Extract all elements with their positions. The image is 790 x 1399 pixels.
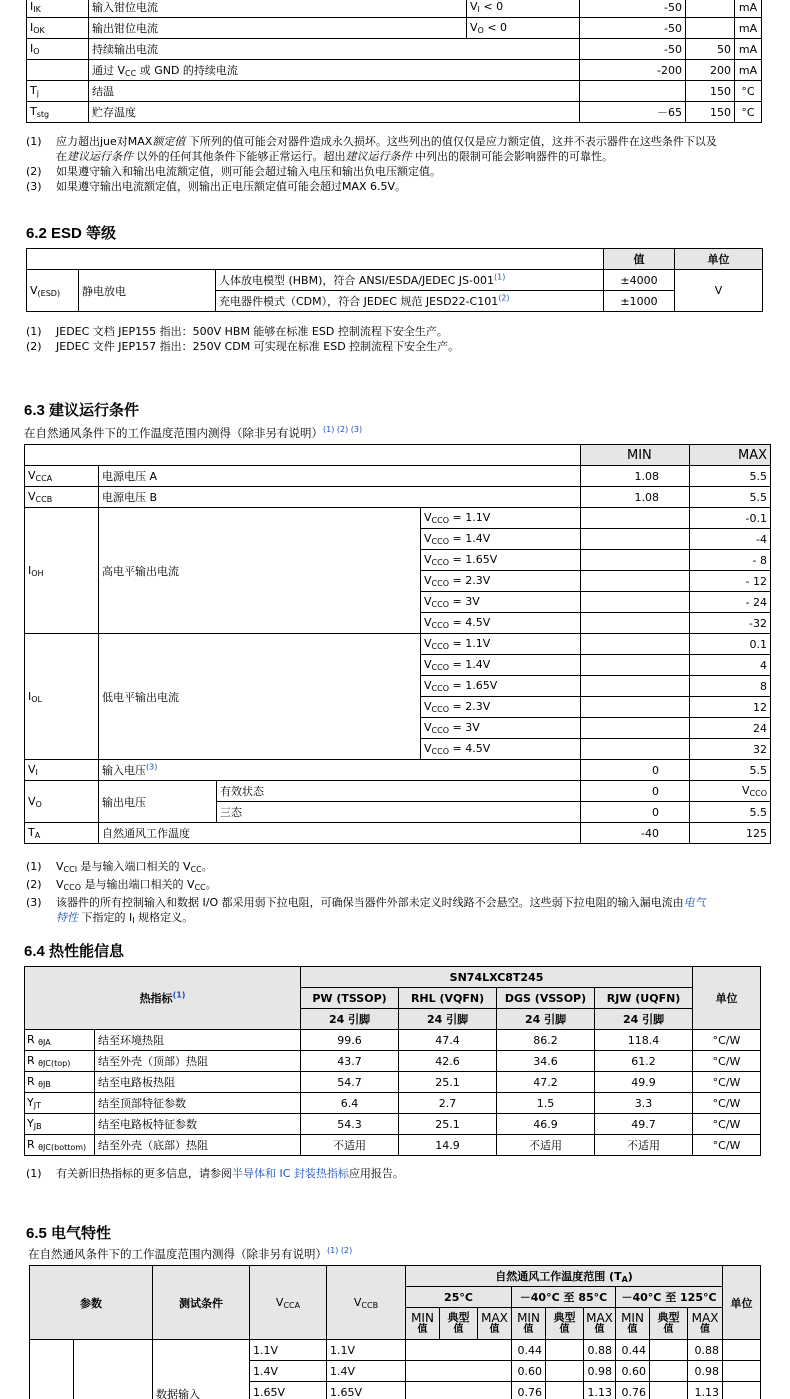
elec-table: 参数 测试条件 $V_{CCA}$ $V_{CCB}$ 自然通风工作温度范围 $(T_A)$ 单位 25°C －40°C 至 85°C －40°C 至 125°C MIN 值 典型 值 MAX 值 MIN 值 典型 值 MAX 值 MIN 值 典型 值 MAX 值 数据输入 1.1V 1.1V 0.44 0.88 0.44 0.88 1.4V 1.4V 0.60 0.98 0.60 0.98 1.65V 1.65V 0.76 1.13 0.76 1.13 — [29, 1265, 761, 1399]
thermal-notes: (1) 有关新旧热指标的更多信息，请参阅半导体和 IC 封装热指标应用报告。 — [26, 1167, 404, 1180]
thermal-row: R $_{\theta JC(top)}$ 结至外壳（顶部）热阻 43.7 42.6 34.6 61.2 °C/W — [25, 1051, 761, 1072]
thermal-table: 热指标$^{(1)}$ SN74LXC8T245 单位 PW (TSSOP) RHL (VQFN) DGS (VSSOP) RJW (UQFN) 24 引脚 24 引脚 24 引脚 24 引脚 R $_{\theta JA}$ 结至环境热阻 99.6 47.4 86.2 118.4 °C/W R $_{\theta JC(top)}$ 结至外壳（顶部）热阻 43.7 42.6 34.6 61.2 °C/W R $_{\theta JB}$ 结至电路板热阻 54.7 25.1 47.2 49.9 °C/W $Y_{JT}$ 结至顶部特征参数 6.4 2.7 1.5 3.3 °C/W $Y_{JB}$ 结至电路板特征参数 54.3 25.1 46.9 49.7 °C/W R $_{\theta JC(bottom)}$ 结至外壳（底部）热阻 不适用 14.9 不适用 不适用 °C/W — [24, 966, 761, 1156]
esd-title: 6.2 ESD 等级 — [26, 225, 117, 242]
esd-table: 值 单位 $V_{(ESD)}$ 静电放电 人体放电模型 (HBM)，符合 ANSI/ESDA/JEDEC JS-001$^{(1)}$ ±4000 V 充电器件模式（CDM），符合 JEDEC 规范 JESD22-C101$^{(2)}$ ±1000 — [26, 248, 763, 312]
abs-max-table — [26, 0, 762, 123]
abs-row: $T_{stg}$ 贮存温度 －65 150 °C — [27, 102, 762, 123]
thermal-row: $Y_{JB}$ 结至电路板特征参数 54.3 25.1 46.9 49.7 °C/W — [25, 1114, 761, 1135]
abs-row: $I_{OK}$ 输出钳位电流 $V_O < 0$ -50 mA — [27, 18, 762, 39]
roc-title: 6.3 建议运行条件 — [24, 402, 140, 419]
abs-row: $I_O$ 持续输出电流 -50 50 mA — [27, 39, 762, 60]
roc-notes: (1) $V_{CCI}$ 是与输入端口相关的 $V_{CC}$。 (2) $V_{CCO}$ 是与输出端口相关的 $V_{CC}$。 (3) 该器件的所有控制输入和数据 I/O 都采用弱下拉电阻，可确保当器件外部未定义时线路不会悬空。这些弱下拉电阻的输入漏电流由电气 特性 下指定的 $I_I$ 规格定义。 — [26, 860, 706, 925]
abs-row: 通过 $V_{CC}$ 或 GND 的持续电流 -200 200 mA — [27, 60, 762, 81]
electrical-characteristics-link[interactable]: 电气 — [683, 896, 706, 909]
thermal-row: $Y_{JT}$ 结至顶部特征参数 6.4 2.7 1.5 3.3 °C/W — [25, 1093, 761, 1114]
thermal-title: 6.4 热性能信息 — [24, 943, 125, 960]
thermal-row: R $_{\theta JC(bottom)}$ 结至外壳（底部）热阻 不适用 14.9 不适用 不适用 °C/W — [25, 1135, 761, 1156]
roc-subtitle: 在自然通风条件下的工作温度范围内测得（除非另有说明）$^{(1) (2) (3)}$ — [24, 425, 363, 440]
elec-title: 6.5 电气特性 — [26, 1225, 112, 1242]
roc-table: MIN MAX $V_{CCA}$ 电源电压 A 1.08 5.5 $V_{CCB}$ 电源电压 B 1.08 5.5 $I_{OH}$ 高电平输出电流 $V_{CCO} = 1.1V$ -0.1 $V_{CCO} = 1.4V$ -4 $V_{CCO} = 1.65V$ - 8 $V_{CCO} = 2.3V$ - 12 $V_{CCO} = 3V$ - 24 $V_{CCO} = 4.5V$ -32 $I_{OL}$ 低电平输出电流 $V_{CCO} = 1.1V$ 0.1 $V_{CCO} = 1.4V$ 4 $V_{CCO} = 1.65V$ 8 $V_{CCO} = 2.3V$ 12 $V_{CCO} = 3V$ 24 $V_{CCO} = 4.5V$ 32 $V_I$ 输入电压$^{(3)}$ 0 5.5 $V_O$ 输出电压 有效状态 0 $V_{CCO}$ 三态 0 5.5 $T_A$ 自然通风工作温度 -40 125 — [24, 444, 771, 844]
abs-row: $I_{IK}$ 输入钳位电流 $V_I < 0$ -50 mA — [27, 0, 762, 18]
abs-notes: (1) 应力超出jue对MAX额定值 下所列的值可能会对器件造成永久损坏。这些列出的值仅仅是应力额定值，这并不表示器件在这些条件下以及 在建议运行条件 以外的任何其他条件下能够正常运行。超出建议运行条件 中列出的限制可能会影响器件的可靠性。 (2) 如果遵守输入和输出电流额定值，则可能会超过输入电压和输出负电压额定值。 (3) 如果遵守输出电流额定值，则输出正电压额定值可能会超过MAX 6.5V。 — [26, 135, 717, 193]
elec-subtitle: 在自然通风条件下的工作温度范围内测得（除非另有说明）$^{(1) (2)}$ — [28, 1246, 353, 1261]
thermal-row: R $_{\theta JB}$ 结至电路板热阻 54.7 25.1 47.2 49.9 °C/W — [25, 1072, 761, 1093]
thermal-row: R $_{\theta JA}$ 结至环境热阻 99.6 47.4 86.2 118.4 °C/W — [25, 1030, 761, 1051]
abs-row: $T_j$ 结温 150 °C — [27, 81, 762, 102]
esd-notes: (1) JEDEC 文档 JEP155 指出：500V HBM 能够在标准 ESD 控制流程下安全生产。 (2) JEDEC 文件 JEP157 指出：250V CDM 可实现在标准 ESD 控制流程下安全生产。 — [26, 325, 460, 353]
thermal-metrics-link[interactable]: 半导体和 IC 封装热指标 — [232, 1167, 349, 1180]
